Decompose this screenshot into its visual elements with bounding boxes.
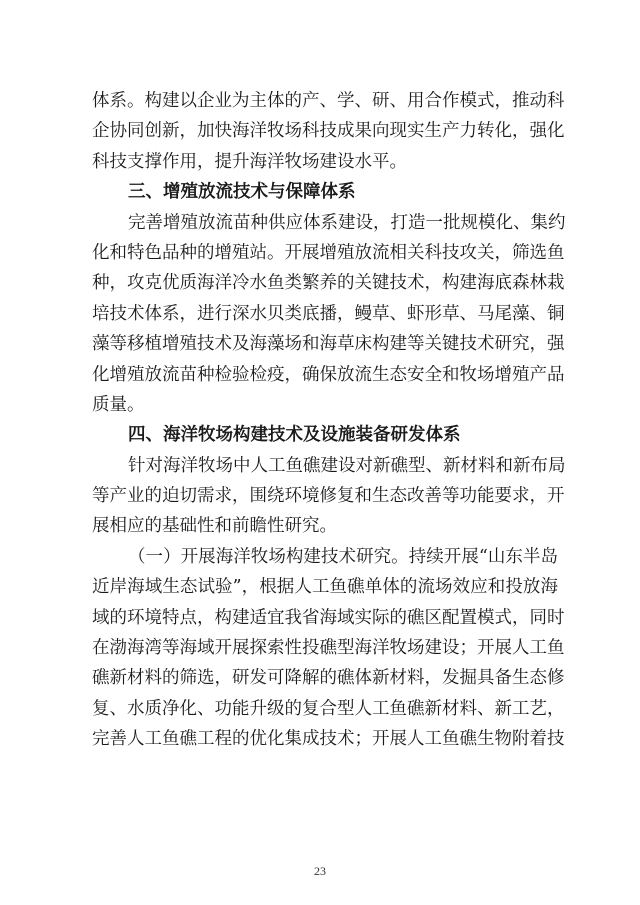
paragraph-line: 在渤海湾等海域开展探索性投礁型海洋牧场建设；开展人工鱼: [92, 638, 565, 659]
paragraph-line: （一）开展海洋牧场构建技术研究。持续开展“山东半岛: [128, 546, 558, 567]
paragraph-line: 藻等移植增殖技术及海藻场和海草床构建等关键技术研究，强: [92, 334, 565, 355]
paragraph-line: 复、水质净化、功能升级的复合型人工鱼礁新材料、新工艺，: [92, 698, 565, 719]
paragraph-line: 科技支撑作用，提升海洋牧场建设水平。: [92, 151, 407, 172]
paragraph-line: 化增殖放流苗种检验检疫，确保放流生态安全和牧场增殖产品: [92, 364, 565, 385]
paragraph-line: 质量。: [92, 394, 145, 415]
section-heading: 三、增殖放流技术与保障体系: [128, 182, 356, 203]
section-heading: 四、海洋牧场构建技术及设施装备研发体系: [128, 425, 461, 446]
paragraph-line: 展相应的基础性和前瞻性研究。: [92, 516, 337, 537]
paragraph-line: 完善人工鱼礁工程的优化集成技术；开展人工鱼礁生物附着技: [92, 729, 565, 750]
paragraph-line: 企协同创新，加快海洋牧场科技成果向现实生产力转化，强化: [92, 121, 565, 142]
page-number: 23: [314, 864, 326, 878]
paragraph-line: 礁新材料的筛选，研发可降解的礁体新材料，发掘具备生态修: [92, 668, 565, 689]
paragraph-line: 近岸海域生态试验”，根据人工鱼礁单体的流场效应和投放海: [92, 577, 558, 598]
paragraph-line: 针对海洋牧场中人工鱼礁建设对新礁型、新材料和新布局: [128, 455, 566, 476]
paragraph-line: 域的环境特点，构建适宜我省海域实际的礁区配置模式，同时: [92, 607, 565, 628]
paragraph-line: 体系。构建以企业为主体的产、学、研、用合作模式，推动科: [92, 91, 565, 111]
paragraph-line: 完善增殖放流苗种供应体系建设，打造一批规模化、集约: [128, 212, 566, 233]
paragraph-line: 化和特色品种的增殖站。开展增殖放流相关科技攻关，筛选鱼: [92, 242, 565, 263]
document-body: [92, 86, 566, 755]
paragraph-line: 种，攻克优质海洋冷水鱼类繁养的关键技术，构建海底森林栽: [92, 273, 565, 294]
paragraph-line: 培技术体系，进行深水贝类底播，鳗草、虾形草、马尾藻、铜: [92, 303, 565, 324]
paragraph-line: 等产业的迫切需求，围绕环境修复和生态改善等功能要求，开: [92, 486, 565, 507]
